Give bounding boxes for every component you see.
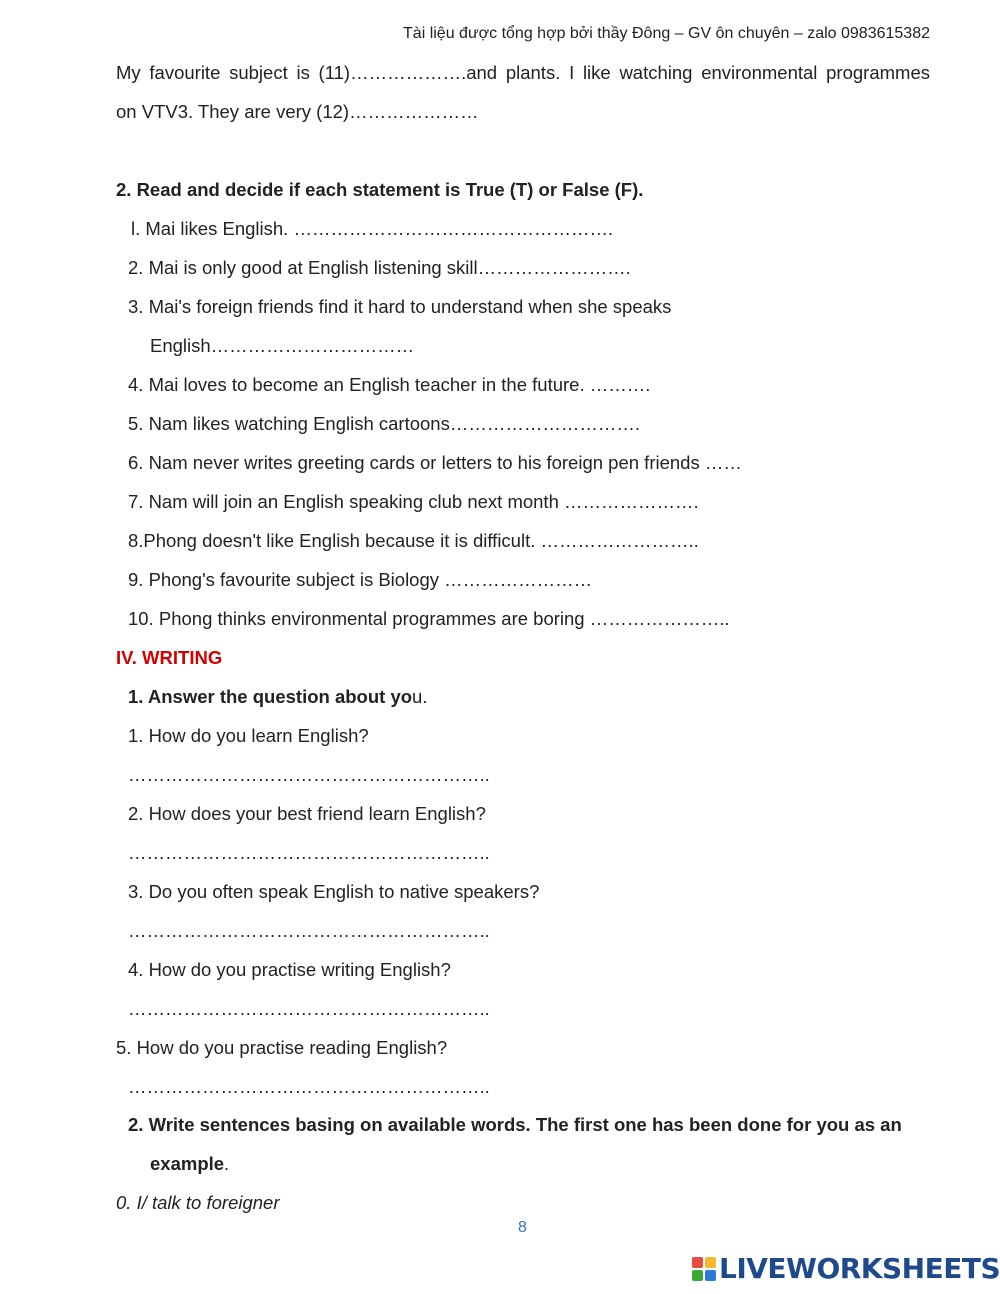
answer-line-4[interactable]: ………………………………………………….. (128, 998, 490, 1019)
writing-q2-example-word: example (150, 1153, 225, 1174)
writing-q1-heading-rest: u. (412, 686, 428, 707)
statement-6: 6. Nam never writes greeting cards or letters to his foreign pen friends …… (128, 452, 742, 473)
logo-square-4 (705, 1270, 716, 1281)
statement-10: 10. Phong thinks environmental programmes are boring ………………….. (128, 608, 730, 629)
statement-4: 4. Mai loves to become an English teacher in the future. ………. (128, 374, 651, 395)
writing-heading: IV. WRITING (116, 647, 223, 668)
passage-line-1: My favourite subject is (11)……………….and plants. I like watching environmental programmes (116, 62, 930, 83)
statement-8: 8.Phong doesn't like English because it is difficult. …………………….. (128, 530, 699, 551)
question-1: 1. How do you learn English? (128, 725, 369, 746)
page-header: Tài liệu được tổng hợp bởi thầy Đông – GV ôn chuyên – zalo 0983615382 (403, 25, 930, 42)
liveworksheets-logo[interactable] (692, 1252, 1000, 1286)
answer-line-2[interactable]: ………………………………………………….. (128, 842, 490, 863)
question-4: 4. How do you practise writing English? (128, 959, 451, 980)
writing-q1-heading-bold: 1. Answer the question about yo (128, 686, 413, 707)
question-3: 3. Do you often speak English to native speakers? (128, 881, 540, 902)
example-sentence: 0. I/ talk to foreigner (116, 1192, 280, 1213)
question-5: 5. How do you practise reading English? (116, 1037, 448, 1058)
statement-2: 2. Mai is only good at English listening skill……………………. (128, 257, 631, 278)
logo-square-2 (705, 1257, 716, 1268)
statement-9: 9. Phong's favourite subject is Biology …………………… (128, 569, 593, 590)
page-number: 8 (518, 1219, 527, 1236)
logo-square-1 (692, 1257, 703, 1268)
logo-square-3 (692, 1270, 703, 1281)
statement-3-continued: English…………………………… (150, 335, 415, 356)
passage-line-2: on VTV3. They are very (12)………………… (116, 101, 479, 122)
liveworksheets-icon (692, 1257, 716, 1281)
writing-q2-period: . (224, 1153, 230, 1174)
statement-1: l. Mai likes English. ……………………………………………. (131, 218, 614, 239)
statement-5: 5. Nam likes watching English cartoons…………………………. (128, 413, 640, 434)
logo-text: LIVEWORKSHEETS (719, 1252, 1000, 1285)
statement-3: 3. Mai's foreign friends find it hard to understand when she speaks (128, 296, 672, 317)
writing-q2-heading: 2. Write sentences basing on available words. The first one has been done for you as an (128, 1114, 902, 1135)
writing-q1-heading (128, 685, 427, 709)
statement-7: 7. Nam will join an English speaking club next month …………………. (128, 491, 699, 512)
writing-q2-heading-line2 (150, 1152, 229, 1176)
answer-line-3[interactable]: ………………………………………………….. (128, 920, 490, 941)
question-2: 2. How does your best friend learn English? (128, 803, 486, 824)
answer-line-5[interactable]: ………………………………………………….. (128, 1076, 490, 1097)
reading-heading: 2. Read and decide if each statement is True (T) or False (F). (116, 179, 644, 200)
answer-line-1[interactable]: ………………………………………………….. (128, 764, 490, 785)
